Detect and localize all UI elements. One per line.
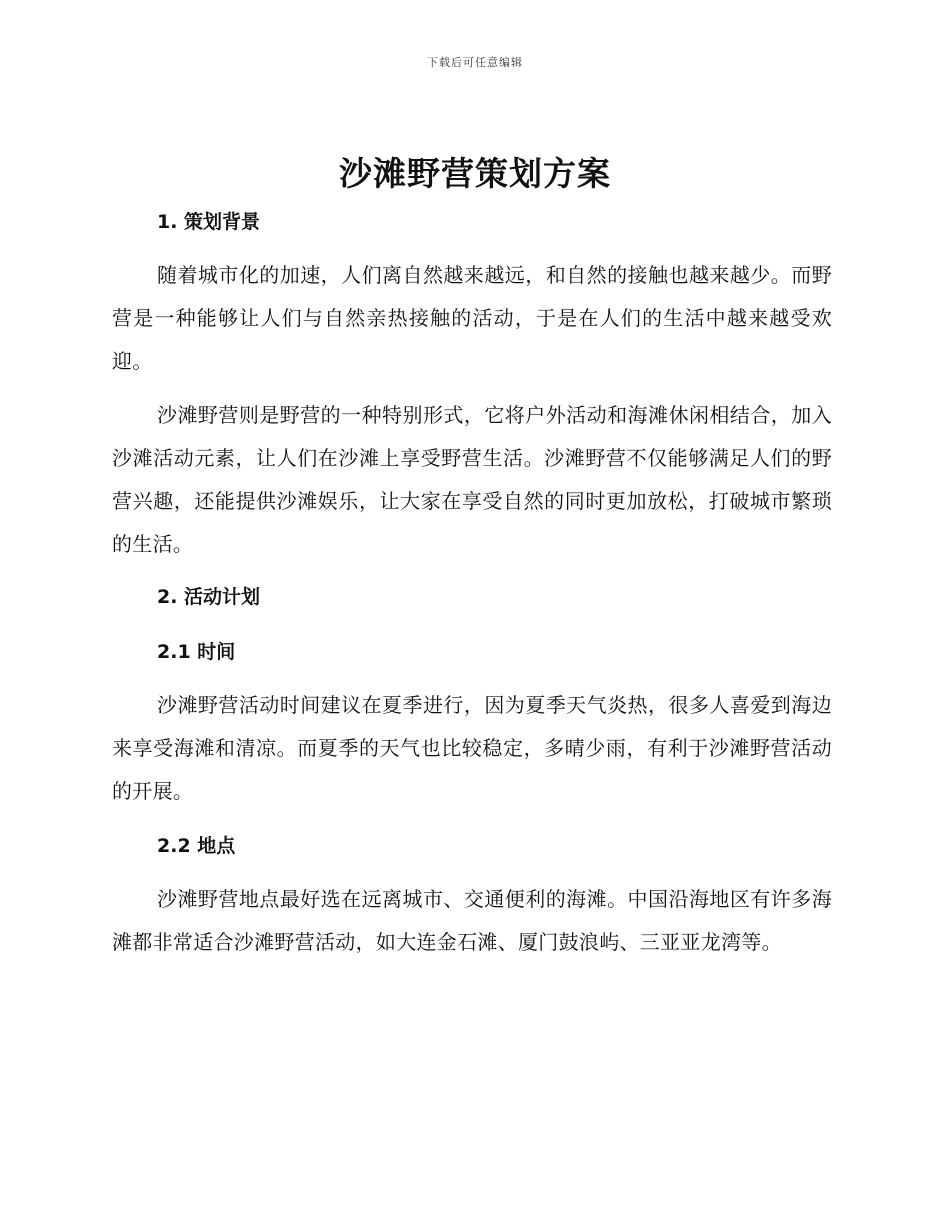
paragraph-time: 沙滩野营活动时间建议在夏季进行，因为夏季天气炎热，很多人喜爱到海边来享受海滩和清凉。而夏季的天气也比较稳定，多晴少雨，有利于沙滩野营活动的开展。: [112, 693, 832, 803]
paragraph-background-1: 随着城市化的加速，人们离自然越来越远，和自然的接触也越来越少。而野营是一种能够让人们与自然亲热接触的活动，于是在人们的生活中越来越受欢迎。: [112, 263, 832, 373]
header-note: 下载后可任意编辑: [427, 56, 523, 69]
document-title: 沙滩野营策划方案: [339, 154, 611, 193]
section-heading-time: 2.1 时间: [157, 641, 236, 663]
paragraph-location: 沙滩野营地点最好选在远离城市、交通便利的海滩。中国沿海地区有许多海滩都非常适合沙滩野营活动，如大连金石滩、厦门鼓浪屿、三亚亚龙湾等。: [112, 887, 832, 954]
paragraph-background-2: 沙滩野营则是野营的一种特别形式，它将户外活动和海滩休闲相结合，加入沙滩活动元素，让人们在沙滩上享受野营生活。沙滩野营不仅能够满足人们的野营兴趣，还能提供沙滩娱乐，让大家在享受自然的同时更加放松，打破城市繁琐的生活。: [112, 403, 832, 556]
section-heading-location: 2.2 地点: [157, 835, 236, 857]
section-heading-background: 1. 策划背景: [157, 211, 261, 233]
section-heading-activity-plan: 2. 活动计划: [157, 586, 261, 608]
